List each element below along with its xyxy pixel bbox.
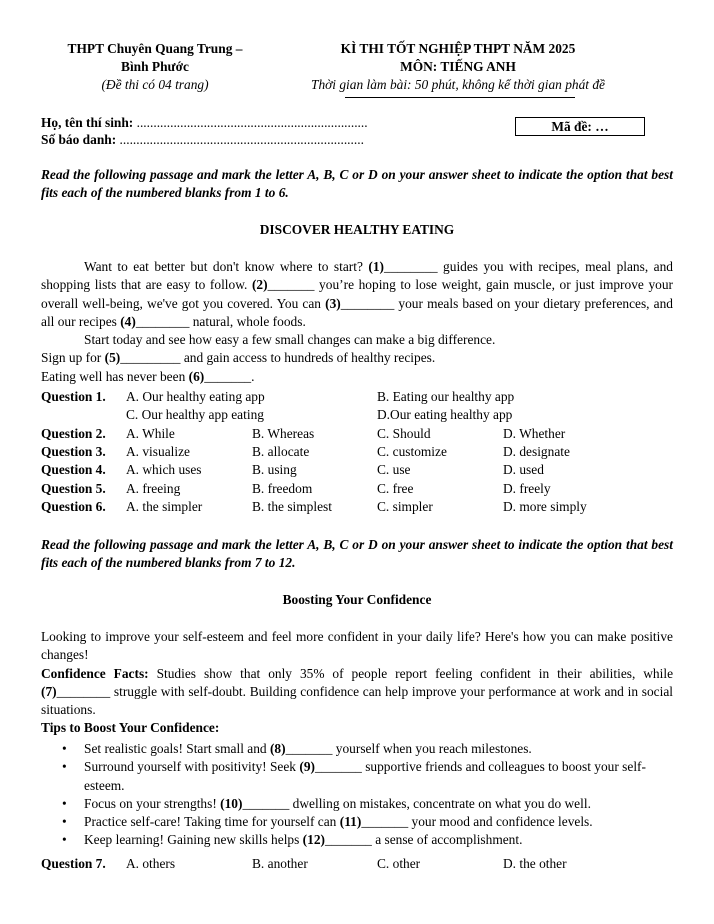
bullet-icon: •: [62, 741, 67, 756]
exam-subject: MÔN: TIẾNG ANH: [400, 59, 516, 74]
blank-5: (5): [104, 350, 121, 366]
passage1-para3: Sign up for (5)_________ and gain access to hundreds of healthy recipes.: [41, 350, 436, 366]
page-count-note: (Đề thi có 04 trang): [101, 77, 209, 92]
candidate-info: [41, 114, 368, 148]
blank-3: (3): [325, 295, 341, 311]
exam-title: KÌ THI TỐT NGHIỆP THPT NĂM 2025: [340, 41, 576, 56]
passage2-intro: Looking to improve your self-esteem and feel more confident in your daily life? Here's how you can make positive changes!: [41, 629, 673, 663]
question-label: Question 5.: [41, 481, 106, 496]
passage1: [41, 258, 673, 386]
exam-time-note: Thời gian làm bài: 50 phút, không kể thời gian phát đề: [311, 77, 605, 92]
blank-11: (11): [339, 814, 362, 830]
question-label: Question 7.: [41, 856, 106, 871]
option-d[interactable]: D. used: [503, 462, 544, 477]
candidate-name-label: Họ, tên thí sinh:: [41, 115, 134, 130]
blank-10: (10): [220, 795, 243, 811]
option-a[interactable]: A. which uses: [126, 462, 202, 477]
blank-8: (8): [269, 741, 286, 756]
question-label: Question 1.: [41, 389, 106, 404]
option-c[interactable]: C. Should: [377, 426, 431, 441]
passage2-facts: Confidence Facts: Studies show that only 35% of people report feeling confident in their abilities, while (7)________ struggle with self-doubt. Building confidence can help improve your performance at work and in social situations.: [41, 665, 674, 718]
passage1-title: DISCOVER HEALTHY EATING: [259, 222, 455, 237]
option-b[interactable]: B. Eating our healthy app: [377, 389, 515, 404]
passage1-para1: Want to eat better but don't know where to start? (1)________ guides you with recipes, meal plans, and shopping lists that are easy to follow. (2)_______ you’re hoping to lose weight, gain muscle, or just improve your overall well-being, we've got you covered. You can (3)________ your meals based on your dietary preferences, and all our recipes (4)________ natural, whole foods.: [41, 259, 673, 329]
tips-list: [41, 740, 673, 850]
blank-1: (1): [368, 259, 385, 274]
blank-12: (12): [302, 832, 325, 848]
bullet-icon: •: [62, 814, 67, 830]
passage1-para4: Eating well has never been (6)_______.: [41, 368, 255, 384]
blank-2: (2): [251, 277, 268, 293]
question-2: [41, 425, 681, 443]
bullet-icon: •: [62, 795, 67, 811]
option-b[interactable]: B. using: [252, 462, 297, 477]
candidate-id-field: .........................................................................: [116, 132, 364, 147]
option-c[interactable]: C. Our healthy app eating: [126, 407, 264, 422]
blank-9: (9): [299, 759, 315, 775]
option-c[interactable]: C. simpler: [377, 499, 433, 514]
question-label: Question 3.: [41, 444, 106, 459]
option-a[interactable]: A. freeing: [126, 481, 181, 496]
option-d[interactable]: D. freely: [503, 481, 551, 496]
option-b[interactable]: B. allocate: [252, 444, 310, 459]
option-c[interactable]: C. customize: [377, 444, 447, 459]
option-a[interactable]: A. While: [126, 426, 175, 441]
blank-4: (4): [120, 313, 136, 329]
option-d[interactable]: D.Our eating healthy app: [377, 407, 513, 422]
section1-instruction: Read the following passage and mark the letter A, B, C or D on your answer sheet to indicate the option that best fits each of the numbered blanks from 1 to 6.: [41, 167, 673, 201]
list-item: • Practice self-care! Taking time for yourself can (11)_______ your mood and confidence levels.: [41, 813, 673, 831]
tips-heading: Tips to Boost Your Confidence:: [41, 720, 220, 736]
option-d[interactable]: D. Whether: [503, 426, 566, 441]
candidate-id-label: Số báo danh:: [41, 132, 117, 147]
school-block: [30, 40, 280, 94]
question-label: Question 2.: [41, 426, 106, 441]
list-item: • Focus on your strengths! (10)_______ dwelling on mistakes, concentrate on what you do well.: [41, 795, 673, 813]
section2-instruction: Read the following passage and mark the letter A, B, C or D on your answer sheet to indicate the option that best fits each of the numbered blanks from 7 to 12.: [41, 537, 673, 571]
question-5: [41, 480, 681, 498]
passage2: [41, 628, 673, 738]
option-c[interactable]: C. free: [377, 481, 414, 496]
option-b[interactable]: B. Whereas: [252, 426, 315, 441]
question-4: [41, 461, 681, 479]
option-a[interactable]: A. visualize: [126, 444, 190, 459]
option-c[interactable]: C. use: [377, 462, 411, 477]
exam-code-box: Mã đề: …: [515, 117, 645, 136]
header-underline: [345, 97, 575, 98]
question-6: [41, 498, 681, 516]
school-province: Bình Phước: [121, 59, 189, 74]
bullet-icon: •: [62, 759, 67, 775]
list-item: • Surround yourself with positivity! Seek (9)_______ supportive friends and colleagues to boost your self-esteem.: [62, 759, 646, 793]
option-a[interactable]: A. Our healthy eating app: [126, 389, 265, 404]
option-a[interactable]: A. the simpler: [126, 499, 203, 514]
option-a[interactable]: A. others: [126, 856, 176, 871]
question-1: [41, 388, 681, 406]
passage1-para2: Start today and see how easy a few small changes can make a big difference.: [84, 332, 496, 348]
option-d[interactable]: D. designate: [503, 444, 570, 459]
question-7: [41, 855, 681, 873]
option-d[interactable]: D. the other: [503, 856, 567, 871]
blank-7: (7): [41, 683, 57, 699]
question-1-row2: [41, 406, 681, 424]
school-name: THPT Chuyên Quang Trung –: [67, 41, 243, 56]
passage2-title: Boosting Your Confidence: [282, 592, 432, 607]
candidate-name-field: .....................................................................: [133, 115, 368, 130]
blank-6: (6): [188, 368, 205, 384]
option-c[interactable]: C. other: [377, 856, 421, 871]
option-d[interactable]: D. more simply: [503, 499, 587, 514]
question-label: Question 6.: [41, 499, 106, 514]
exam-block: [288, 40, 628, 94]
list-item: • Set realistic goals! Start small and (8)_______ yourself when you reach milestones.: [41, 740, 673, 758]
facts-label: Confidence Facts:: [41, 665, 149, 681]
list-item: • Keep learning! Gaining new skills helps (12)_______ a sense of accomplishment.: [41, 831, 673, 849]
question-3: [41, 443, 681, 461]
option-b[interactable]: B. another: [252, 856, 308, 871]
option-b[interactable]: B. the simplest: [252, 499, 332, 514]
bullet-icon: •: [62, 832, 67, 848]
question-label: Question 4.: [41, 462, 106, 477]
option-b[interactable]: B. freedom: [252, 481, 313, 496]
